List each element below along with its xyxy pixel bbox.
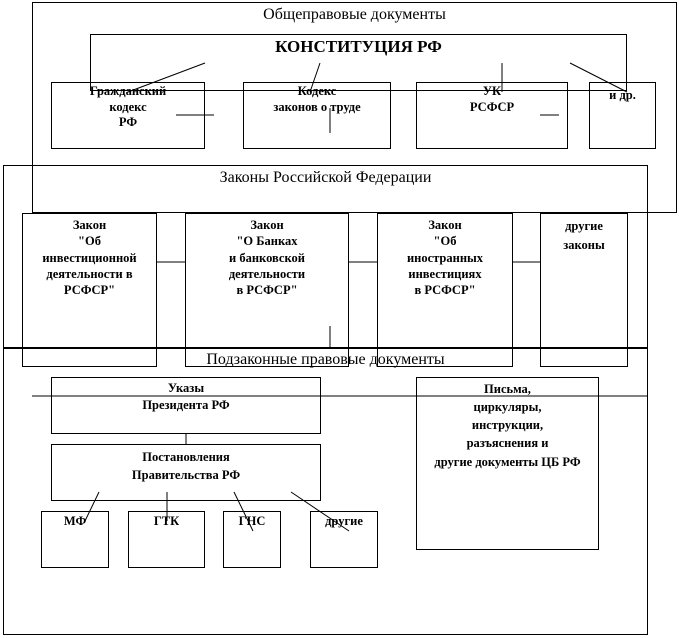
criminal-code-label: УК РСФСР xyxy=(469,84,515,114)
other-laws-label: другие законы xyxy=(563,219,605,253)
gns-label: ГНС xyxy=(238,514,266,528)
government-resolutions-label: Постановления Правительства РФ xyxy=(131,450,241,483)
president-decrees-label: Указы Президента РФ xyxy=(142,381,230,412)
other-codes-label: и др. xyxy=(609,88,636,102)
civil-code-label: Гражданский кодекс РФ xyxy=(89,84,167,130)
banks-law-label: Закон "О Банках и банковской деятельности в РСФСР" xyxy=(228,218,306,297)
constitution-title: КОНСТИТУЦИЯ РФ xyxy=(275,37,442,56)
foreign-investment-law-label: Закон "Об иностранных инвестициях в РСФСР" xyxy=(406,218,484,297)
mf-label: МФ xyxy=(63,514,87,528)
sublegal-title: Подзаконные правовые документы xyxy=(206,351,445,368)
other-agencies-label: другие xyxy=(325,514,363,528)
laws-title: Законы Российской Федерации xyxy=(219,169,432,186)
cb-documents-label: Письма, циркуляры, инструкции, разъяснения и другие документы ЦБ РФ xyxy=(434,382,581,469)
investment-law-label: Закон "Об инвестиционной деятельности в РСФСР" xyxy=(42,218,137,297)
general-documents-title: Общеправовые документы xyxy=(263,6,446,23)
labor-code-label: Кодекс законов о труде xyxy=(273,84,361,114)
gtk-label: ГТК xyxy=(153,514,180,528)
